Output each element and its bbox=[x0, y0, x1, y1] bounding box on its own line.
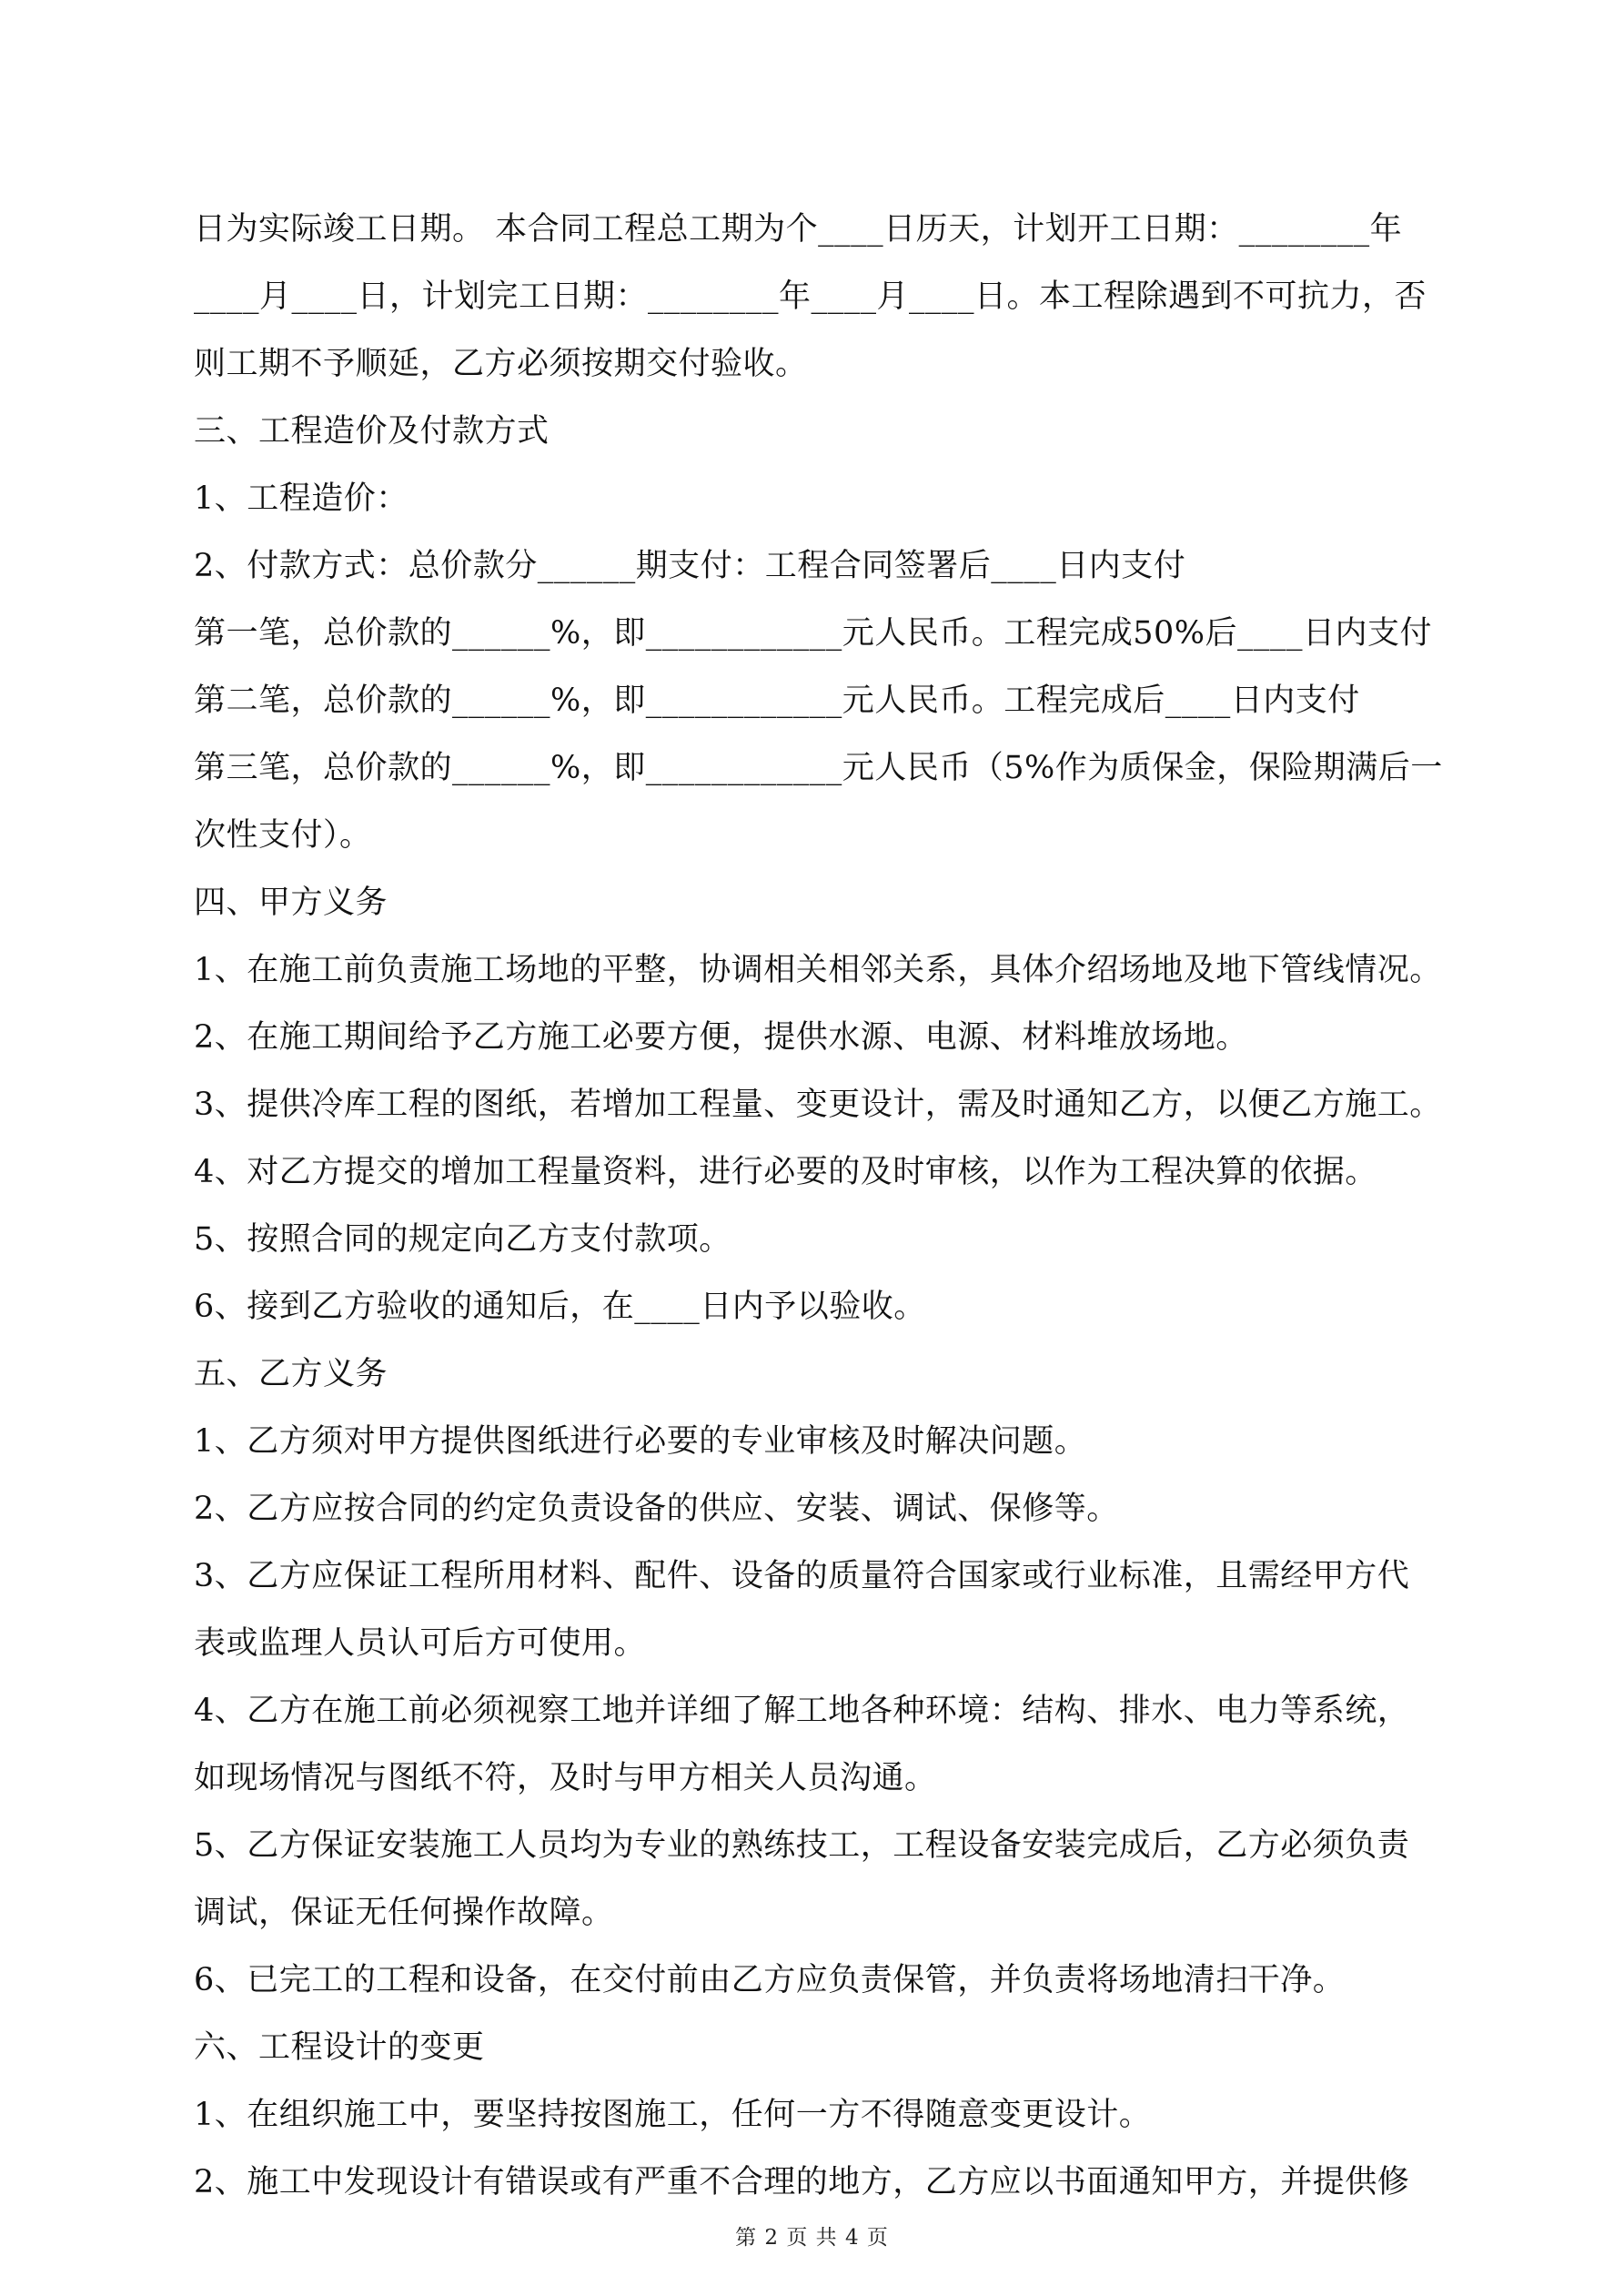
page-number-footer: 第 2 页 共 4 页 bbox=[735, 2226, 889, 2250]
text-line: 1、在组织施工中，要坚持按图施工，任何一方不得随意变更设计。 bbox=[194, 2097, 1152, 2133]
section-heading: 五、乙方义务 bbox=[194, 1356, 388, 1392]
text-line: 3、提供冷库工程的图纸，若增加工程量、变更设计，需及时通知乙方，以便乙方施工。 bbox=[194, 1087, 1442, 1123]
text-line: 1、工程造价： bbox=[194, 480, 409, 517]
text-line: 2、施工中发现设计有错误或有严重不合理的地方，乙方应以书面通知甲方，并提供修 bbox=[194, 2164, 1410, 2200]
text-line: 调试，保证无任何操作故障。 bbox=[194, 1895, 614, 1931]
section-heading: 三、工程造价及付款方式 bbox=[194, 413, 550, 450]
text-line: 6、接到乙方验收的通知后，在____日内予以验收。 bbox=[194, 1289, 926, 1325]
text-line: ____月____日，计划完工日期：________年____月____日。本工程除遇到不可抗力，否 bbox=[194, 278, 1427, 315]
text-line: 第二笔，总价款的______%，即____________元人民币。工程完成后____日内支付 bbox=[194, 683, 1360, 719]
section-heading: 六、工程设计的变更 bbox=[194, 2029, 485, 2066]
text-line: 次性支付）。 bbox=[194, 817, 372, 854]
text-line: 2、乙方应按合同的约定负责设备的供应、安装、调试、保修等。 bbox=[194, 1491, 1119, 1527]
text-line: 表或监理人员认可后方可使用。 bbox=[194, 1625, 647, 1662]
text-line: 则工期不予顺延，乙方必须按期交付验收。 bbox=[194, 346, 808, 382]
text-line: 第一笔，总价款的______%，即____________元人民币。工程完成50%后____日内支付 bbox=[194, 615, 1433, 652]
text-line: 6、已完工的工程和设备，在交付前由乙方应负责保管，并负责将场地清扫干净。 bbox=[194, 1962, 1346, 1998]
text-line: 5、乙方保证安装施工人员均为专业的熟练技工，工程设备安装完成后，乙方必须负责 bbox=[194, 1827, 1410, 1864]
text-line: 3、乙方应保证工程所用材料、配件、设备的质量符合国家或行业标准，且需经甲方代 bbox=[194, 1558, 1410, 1594]
text-line: 2、付款方式：总价款分______期支付：工程合同签署后____日内支付 bbox=[194, 548, 1186, 584]
text-line: 4、对乙方提交的增加工程量资料，进行必要的及时审核，以作为工程决算的依据。 bbox=[194, 1154, 1377, 1190]
text-line: 4、乙方在施工前必须视察工地并详细了解工地各种环境：结构、排水、电力等系统， bbox=[194, 1693, 1410, 1729]
text-line: 1、在施工前负责施工场地的平整，协调相关相邻关系，具体介绍场地及地下管线情况。 bbox=[194, 952, 1442, 988]
text-line: 5、按照合同的规定向乙方支付款项。 bbox=[194, 1221, 731, 1258]
text-line: 1、乙方须对甲方提供图纸进行必要的专业审核及时解决问题。 bbox=[194, 1423, 1087, 1460]
document-body bbox=[194, 196, 1443, 2216]
text-line: 如现场情况与图纸不符，及时与甲方相关人员沟通。 bbox=[194, 1760, 937, 1796]
section-heading: 四、甲方义务 bbox=[194, 885, 388, 921]
text-line: 2、在施工期间给予乙方施工必要方便，提供水源、电源、材料堆放场地。 bbox=[194, 1019, 1248, 1056]
text-line: 日为实际竣工日期。 本合同工程总工期为个____日历天，计划开工日期：________年 bbox=[194, 211, 1403, 248]
text-line: 第三笔，总价款的______%，即____________元人民币（5%作为质保金，保险期满后一 bbox=[194, 750, 1443, 786]
